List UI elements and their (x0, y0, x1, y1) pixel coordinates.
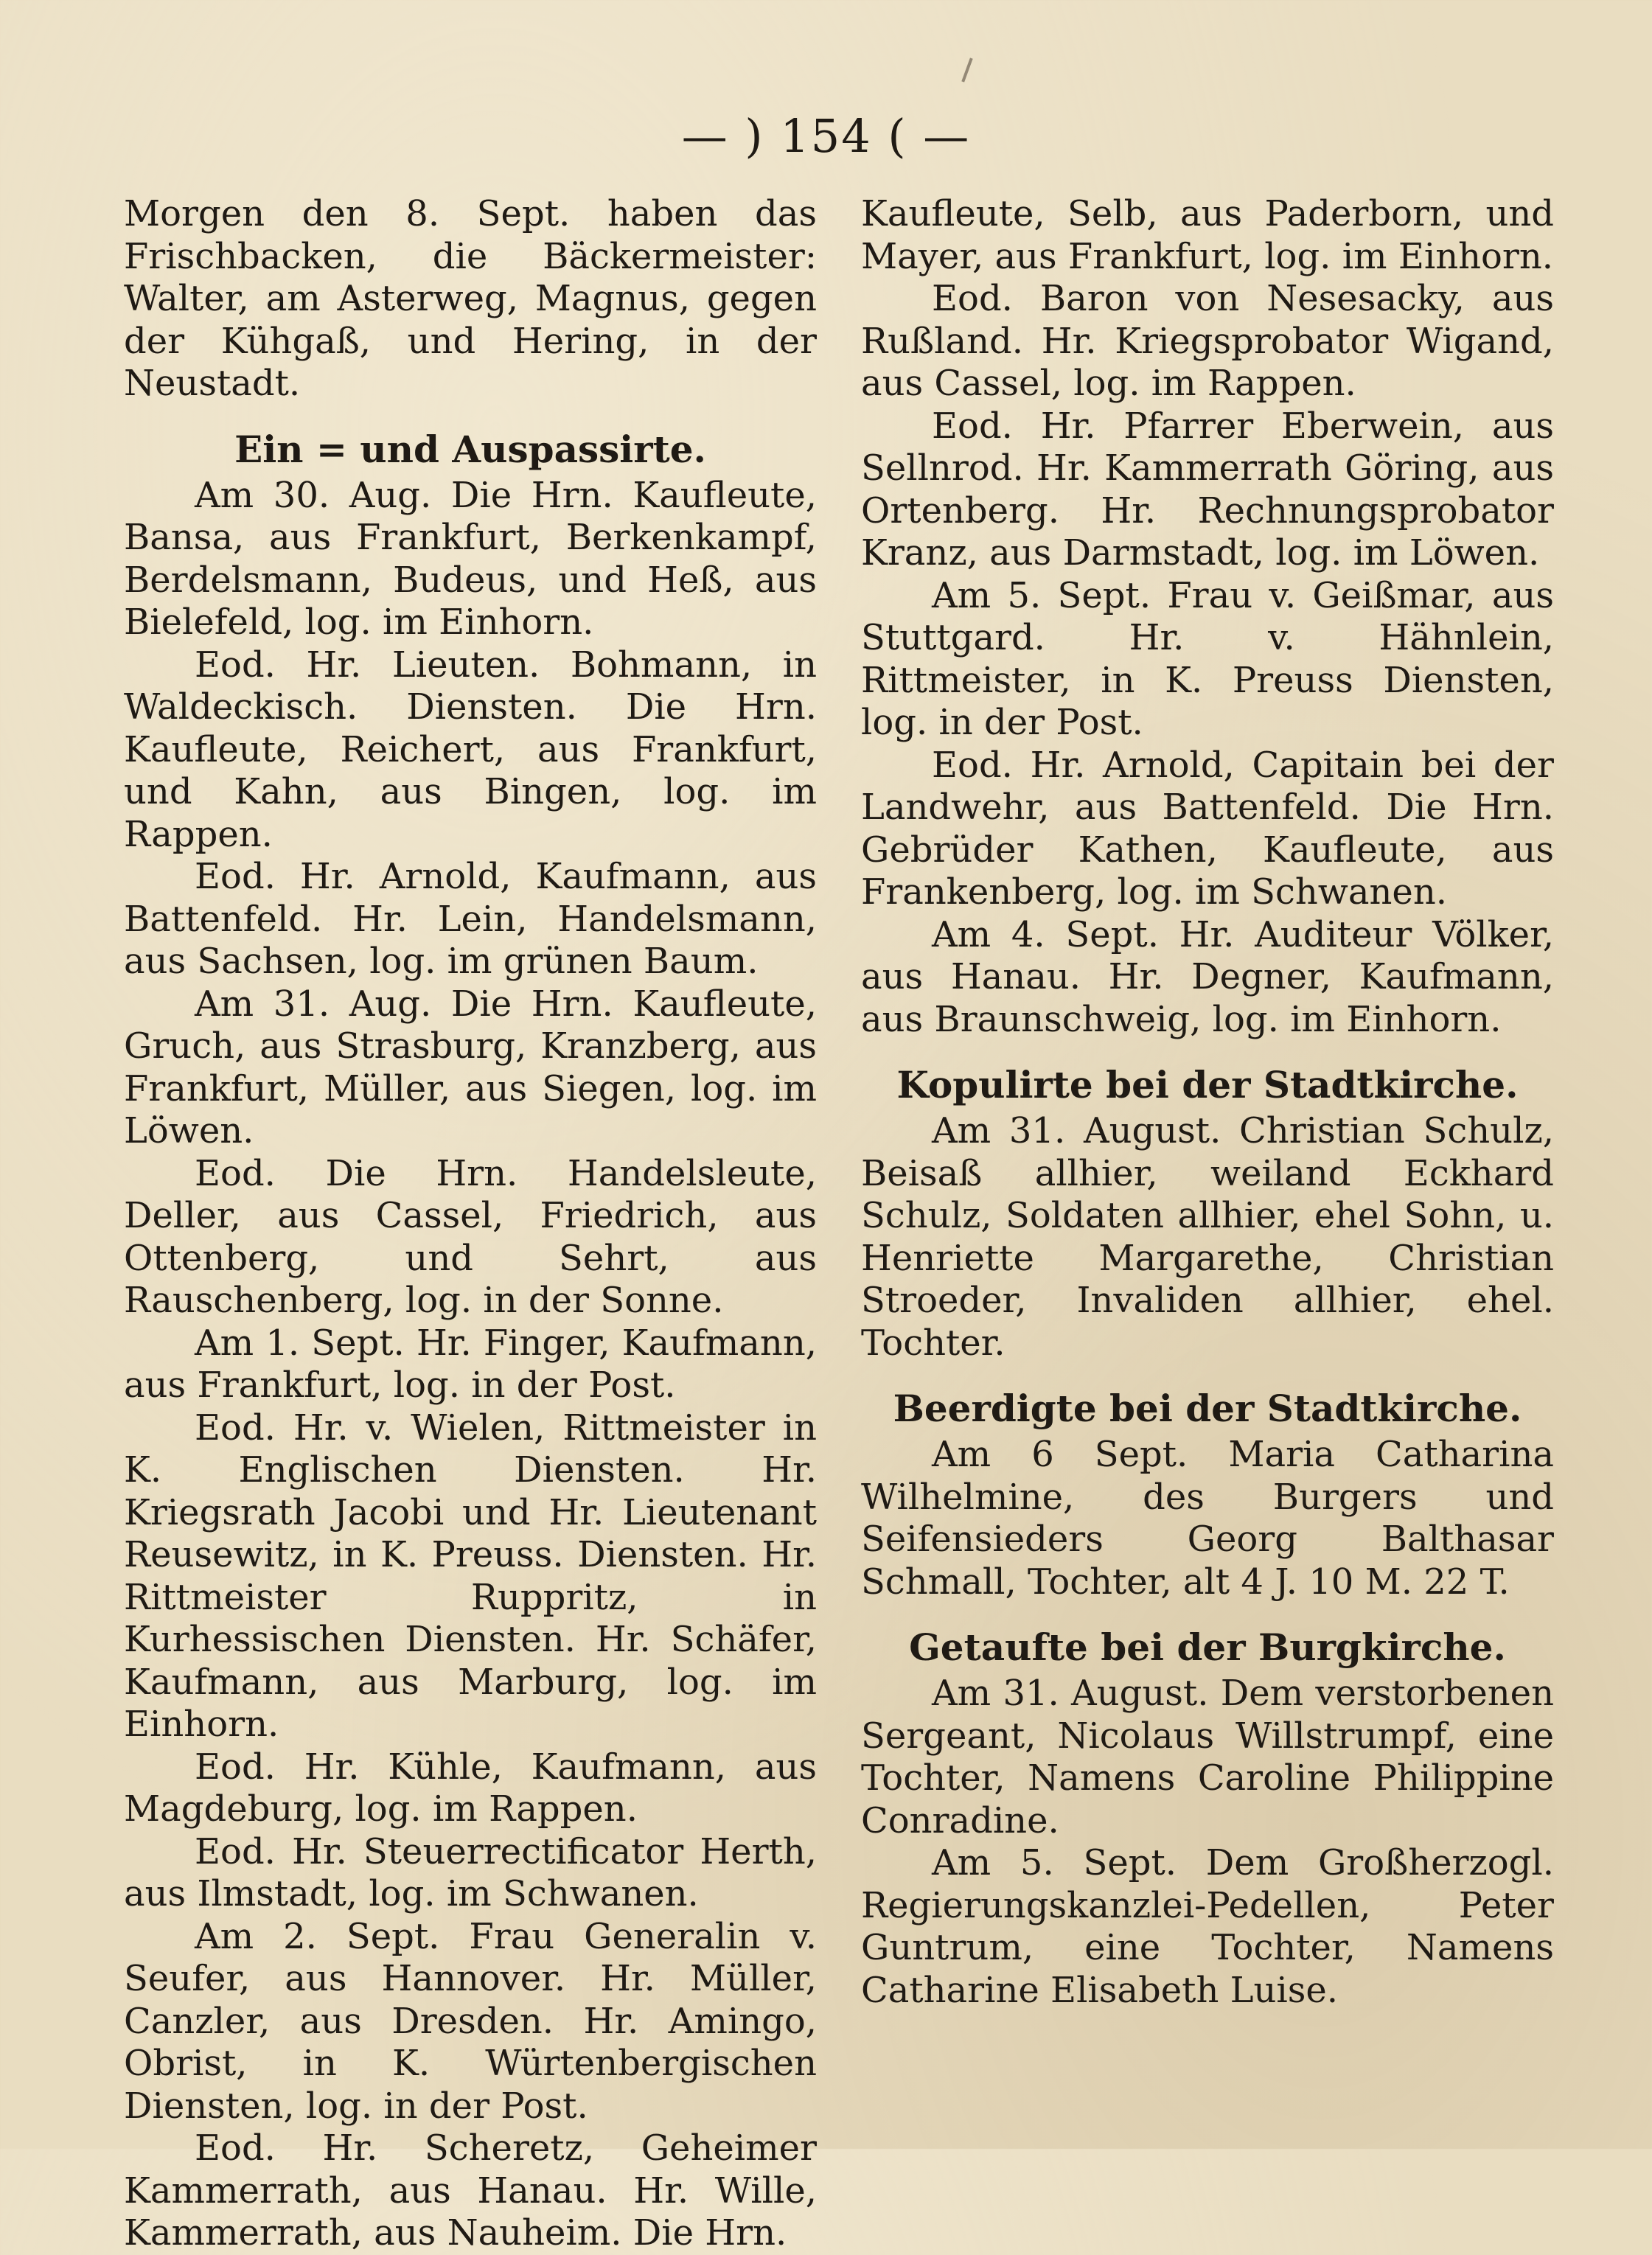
entry-paragraph: Am 5. Sept. Frau v. Geißmar, aus Stuttgard. Hr. v. Hähnlein, Rittmeister, in K. Preuss Diensten, log. in der Post. (861, 574, 1554, 743)
section-heading: Beerdigte bei der Stadtkirche. (893, 1387, 1522, 1430)
entry-paragraph: Am 1. Sept. Hr. Finger, Kaufmann, aus Frankfurt, log. in der Post. (124, 1322, 817, 1406)
section-heading: Getaufte bei der Burgkirche. (909, 1625, 1506, 1669)
left-column (124, 193, 817, 2255)
pencil-mark (961, 57, 972, 82)
section-heading: Kopulirte bei der Stadtkirche. (896, 1063, 1519, 1106)
entry-paragraph: Eod. Hr. Steuerrectificator Herth, aus Ilmstadt, log. im Schwanen. (124, 1830, 817, 1914)
entry-paragraph: Eod. Die Hrn. Handelsleute, Deller, aus Cassel, Friedrich, aus Ottenberg, und Sehrt, aus Rauschenberg, log. in der Sonne. (124, 1152, 817, 1321)
continued-paragraph: Morgen den 8. Sept. haben das Frischbacken, die Bäckermeister: Walter, am Asterweg, Magnus, gegen der Kühgaß, und Hering, in der Neustadt. (124, 193, 817, 404)
continued-paragraph: Kaufleute, Selb, aus Paderborn, und Mayer, aus Frankfurt, log. im Einhorn. (861, 193, 1554, 277)
entry-paragraph: Am 31. Aug. Die Hrn. Kaufleute, Gruch, aus Strasburg, Kranzberg, aus Frankfurt, Müller, aus Siegen, log. im Löwen. (124, 983, 817, 1151)
entry-paragraph: Eod. Hr. Scheretz, Geheimer Kammerrath, aus Hanau. Hr. Wille, Kammerrath, aus Nauheim. Die Hrn. (124, 2127, 817, 2254)
section-heading: Ein = und Auspassirte. (234, 427, 706, 471)
entry-paragraph: Am 31. August. Christian Schulz, Beisaß allhier, weiland Eckhard Schulz, Soldaten allhier, ehel Sohn, u. Henriette Margarethe, Christian Stroeder, Invaliden allhier, ehel. Tochter. (861, 1110, 1554, 1364)
entry-paragraph: Am 5. Sept. Dem Großherzogl. Regierungskanzlei-Pedellen, Peter Guntrum, eine Tochter, Namens Catharine Elisabeth Luise. (861, 1842, 1554, 2011)
entry-paragraph: Eod. Hr. Lieuten. Bohmann, in Waldeckisch. Diensten. Die Hrn. Kaufleute, Reichert, aus Frankfurt, und Kahn, aus Bingen, log. im Rappen. (124, 644, 817, 855)
entry-paragraph: Eod. Hr. Pfarrer Eberwein, aus Sellnrod. Hr. Kammerrath Göring, aus Ortenberg. Hr. Rechnungsprobator Kranz, aus Darmstadt, log. im Löwen. (861, 405, 1554, 574)
entry-paragraph: Eod. Hr. Kühle, Kaufmann, aus Magdeburg, log. im Rappen. (124, 1746, 817, 1830)
page-number: — ) 154 ( — (681, 109, 971, 163)
entry-paragraph: Eod. Hr. Arnold, Kaufmann, aus Battenfeld. Hr. Lein, Handelsmann, aus Sachsen, log. im grünen Baum. (124, 856, 817, 982)
entry-paragraph: Am 2. Sept. Frau Generalin v. Seufer, aus Hannover. Hr. Müller, Canzler, aus Dresden. Hr. Amingo, Obrist, in K. Würtenbergischen Diensten, log. in der Post. (124, 1915, 817, 2127)
entry-paragraph: Am 4. Sept. Hr. Auditeur Völker, aus Hanau. Hr. Degner, Kaufmann, aus Braunschweig, log. im Einhorn. (861, 913, 1554, 1040)
entry-paragraph: Am 30. Aug. Die Hrn. Kaufleute, Bansa, aus Frankfurt, Berkenkampf, Berdelsmann, Budeus, und Heß, aus Bielefeld, log. im Einhorn. (124, 474, 817, 643)
right-column (861, 193, 1554, 2012)
entry-paragraph: Eod. Hr. v. Wielen, Rittmeister in K. Englischen Diensten. Hr. Kriegsrath Jacobi und Hr. Lieutenant Reusewitz, in K. Preuss. Diensten. Hr. Rittmeister Ruppritz, in Kurhessischen Diensten. Hr. Schäfer, Kaufmann, aus Marburg, log. im Einhorn. (124, 1407, 817, 1745)
entry-paragraph: Am 31. August. Dem verstorbenen Sergeant, Nicolaus Willstrumpf, eine Tochter, Namens Caroline Philippine Conradine. (861, 1673, 1554, 1841)
entry-paragraph: Eod. Baron von Nesesacky, aus Rußland. Hr. Kriegsprobator Wigand, aus Cassel, log. im Rappen. (861, 278, 1554, 404)
entry-paragraph: Am 6 Sept. Maria Catharina Wilhelmine, des Burgers und Seifensieders Georg Balthasar Schmall, Tochter, alt 4 J. 10 M. 22 T. (861, 1434, 1554, 1603)
entry-paragraph: Eod. Hr. Arnold, Capitain bei der Landwehr, aus Battenfeld. Die Hrn. Gebrüder Kathen, Kaufleute, aus Frankenberg, log. im Schwanen. (861, 744, 1554, 913)
